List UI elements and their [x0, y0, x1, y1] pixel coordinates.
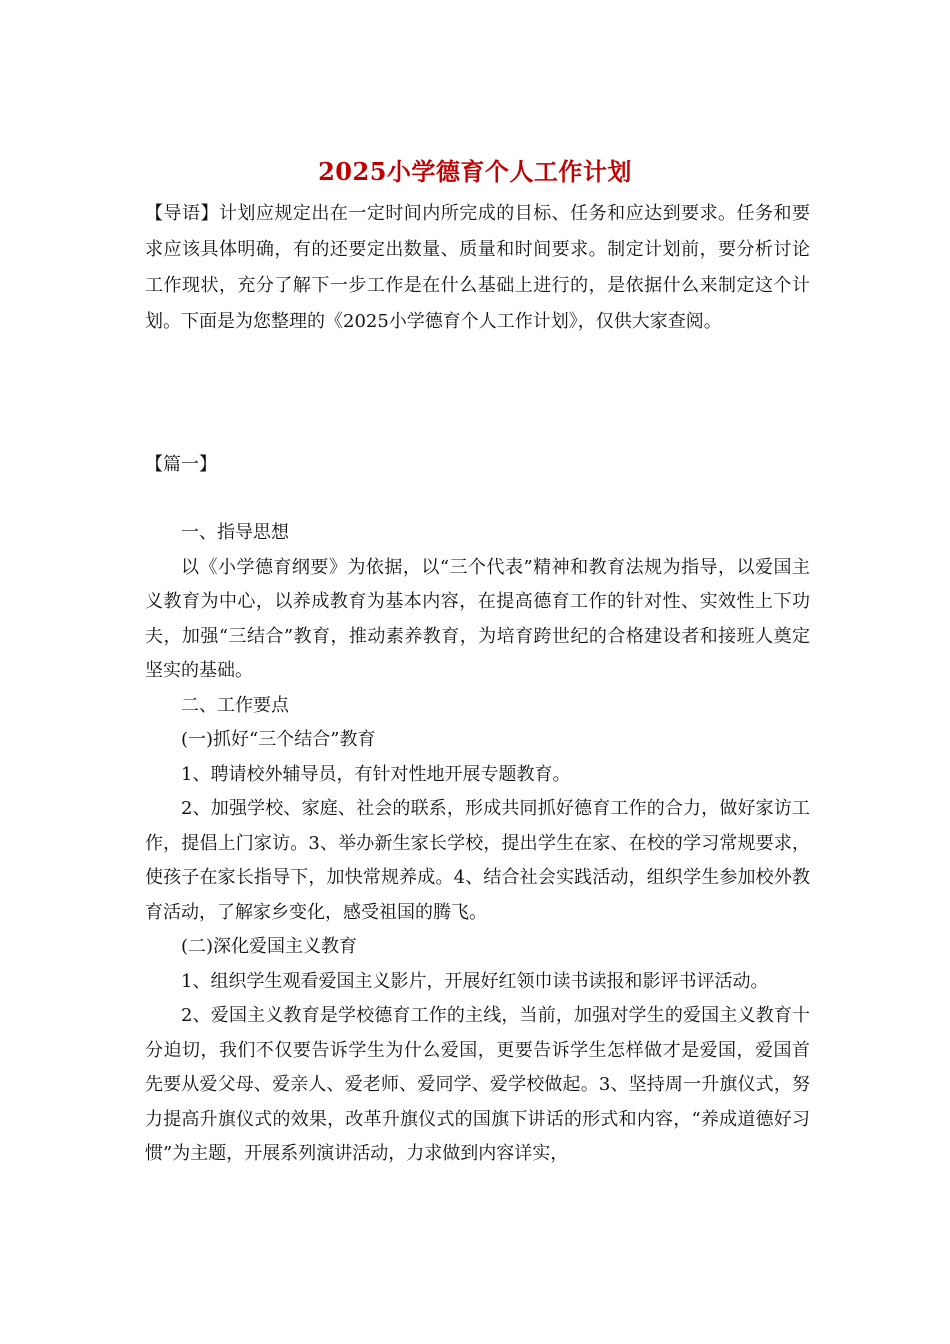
heading-guiding-ideology: 一、指导思想: [181, 522, 289, 543]
subheading: (一)抓好“三个结合”教育: [181, 729, 376, 750]
intro-paragraph: 【导语】计划应规定出在一定时间内所完成的目标、任务和应达到要求。任务和要求应该具体明确，有的还要定出数量、质量和时间要求。制定计划前，要分析讨论工作现状，充分了解下一步工作是在什么基础上进行的，是依据什么来制定这个计划。下面是为您整理的《2025小学德育个人工作计划》，仅供大家查阅。: [145, 203, 810, 332]
section-label: 【篇一】: [145, 454, 217, 475]
document-title: 2025小学德育个人工作计划: [318, 157, 632, 186]
subheading: (二)深化爱国主义教育: [181, 936, 358, 957]
body-paragraph: 1、组织学生观看爱国主义影片，开展好红领巾读书读报和影评书评活动。: [181, 970, 769, 992]
body-paragraph: 1、聘请校外辅导员，有针对性地开展专题教育。: [181, 763, 571, 785]
body-paragraph: 以《小学德育纲要》为依据，以“三个代表”精神和教育法规为指导，以爱国主义教育为中心，以养成教育为基本内容，在提高德育工作的针对性、实效性上下功夫，加强“三结合”教育，推动素养教育，为培育跨世纪的合格建设者和接班人奠定坚实的基础。: [145, 556, 810, 681]
body-paragraph: 2、加强学校、家庭、社会的联系，形成共同抓好德育工作的合力，做好家访工作，提倡上门家访。3、举办新生家长学校，提出学生在家、在校的学习常规要求，使孩子在家长指导下，加快常规养成。4、结合社会实践活动，组织学生参加校外教育活动，了解家乡变化，感受祖国的腾飞。: [145, 798, 810, 923]
document-body: [145, 516, 810, 1172]
heading-work-points: 二、工作要点: [181, 694, 289, 716]
body-paragraph: 2、爱国主义教育是学校德育工作的主线，当前，加强对学生的爱国主义教育十分迫切，我们不仅要告诉学生为什么爱国，更要告诉学生怎样做才是爱国，爱国首先要从爱父母、爱亲人、爱老师、爱同学、爱学校做起。3、坚持周一升旗仪式，努力提高升旗仪式的效果，改革升旗仪式的国旗下讲话的形式和内容，“养成道德好习惯”为主题，开展系列演讲活动，力求做到内容详实，: [145, 1005, 810, 1164]
